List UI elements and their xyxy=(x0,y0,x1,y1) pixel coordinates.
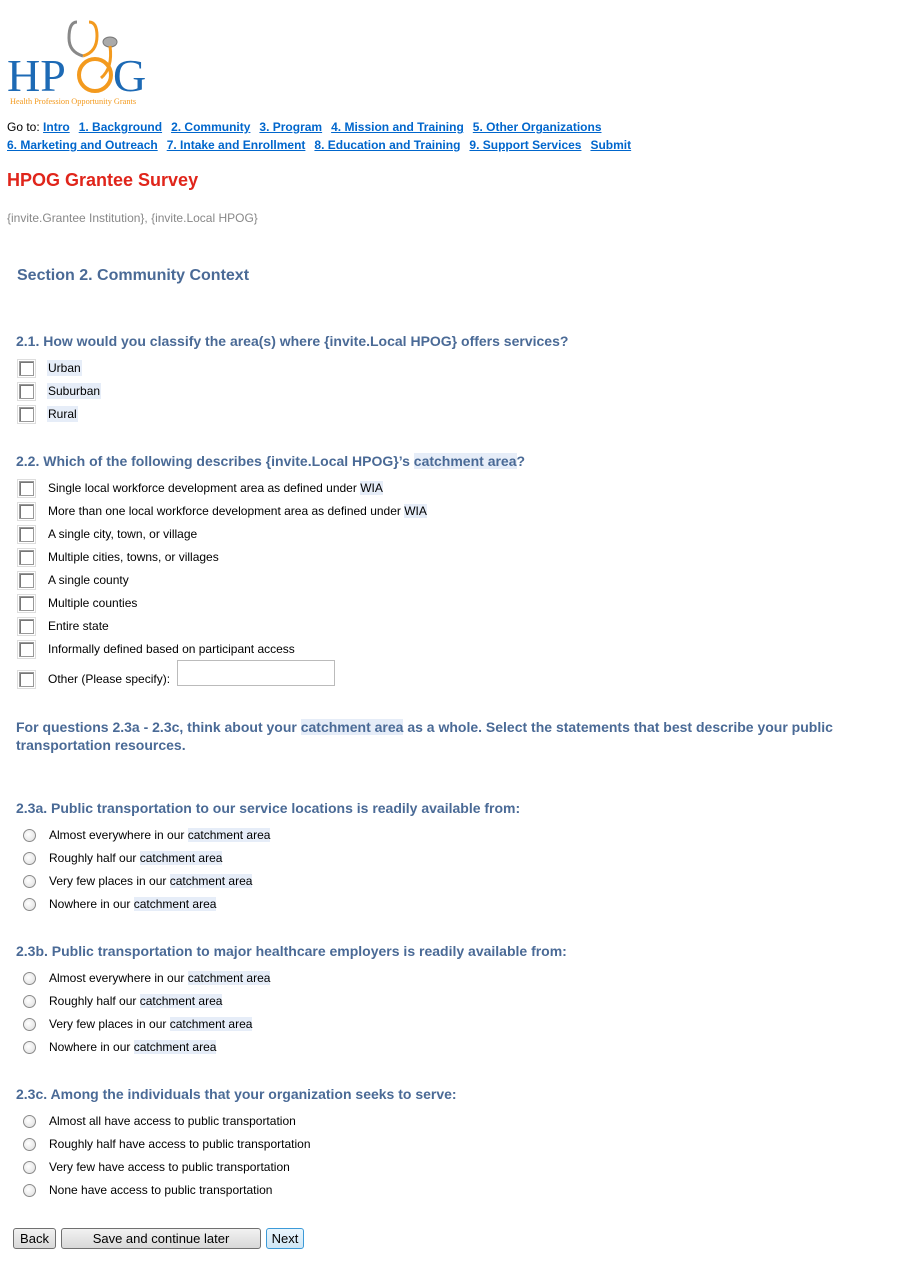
option-q23b[interactable] xyxy=(19,1037,217,1057)
option-q22[interactable] xyxy=(19,570,130,590)
option-label: Informally defined based on participant access xyxy=(48,642,295,656)
option-q22[interactable] xyxy=(19,501,428,521)
option-label: Multiple counties xyxy=(48,596,138,610)
checkbox[interactable] xyxy=(19,642,34,657)
radio-button[interactable] xyxy=(23,995,36,1008)
glossary-term[interactable]: catchment area xyxy=(187,971,271,985)
checkbox[interactable] xyxy=(19,527,34,542)
checkbox[interactable] xyxy=(19,361,34,376)
option-label: Very few places in our catchment area xyxy=(49,1017,253,1031)
nav-link[interactable]: 8. Education and Training xyxy=(314,138,461,152)
option-label: Almost everywhere in our catchment area xyxy=(49,971,271,985)
option-label: Roughly half our catchment area xyxy=(49,994,223,1008)
radio-button[interactable] xyxy=(23,1161,36,1174)
nav-prefix: Go to: xyxy=(7,120,40,134)
option-other[interactable] xyxy=(19,669,171,689)
option-q22[interactable] xyxy=(19,639,296,659)
glossary-term[interactable]: catchment area xyxy=(169,1017,253,1031)
option-label: More than one local workforce development area as defined under WIA xyxy=(48,504,427,518)
glossary-term[interactable]: WIA xyxy=(360,481,383,495)
glossary-term[interactable]: catchment area xyxy=(169,874,253,888)
save-continue-later-button[interactable]: Save and continue later xyxy=(61,1228,261,1249)
option-q23b[interactable] xyxy=(19,991,223,1011)
option-q23a[interactable] xyxy=(19,871,253,891)
nav-link[interactable]: 1. Background xyxy=(78,120,163,134)
hpog-logo xyxy=(7,18,157,108)
checkbox[interactable] xyxy=(19,573,34,588)
glossary-term[interactable]: WIA xyxy=(404,504,427,518)
glossary-term[interactable]: catchment area xyxy=(139,994,223,1008)
nav-link[interactable]: 2. Community xyxy=(171,120,251,134)
radio-button[interactable] xyxy=(23,1018,36,1031)
option-label: Roughly half our catchment area xyxy=(49,851,223,865)
nav-link[interactable]: 5. Other Organizations xyxy=(472,120,602,134)
checkbox[interactable] xyxy=(19,407,34,422)
option-q23a[interactable] xyxy=(19,848,223,868)
radio-button[interactable] xyxy=(23,875,36,888)
instructions: For questions 2.3a - 2.3c, think about your catchment area as a whole. Select the statements that best describe your public transportation resources. xyxy=(16,719,833,753)
nav-link[interactable]: 6. Marketing and Outreach xyxy=(7,138,158,152)
option-q22[interactable] xyxy=(19,478,384,498)
nav-link[interactable]: 9. Support Services xyxy=(469,138,582,152)
option-q21[interactable] xyxy=(19,404,78,424)
option-q23b[interactable] xyxy=(19,1014,253,1034)
next-button[interactable]: Next xyxy=(266,1228,304,1249)
question-2-2: 2.2. Which of the following describes {invite.Local HPOG}’s catchment area? xyxy=(16,453,526,469)
page-title: HPOG Grantee Survey xyxy=(7,170,199,190)
option-q23c[interactable] xyxy=(19,1134,312,1154)
glossary-term[interactable]: catchment area xyxy=(300,719,404,735)
option-q23c[interactable] xyxy=(19,1111,297,1131)
option-label: Suburban xyxy=(48,384,101,398)
option-label: A single county xyxy=(48,573,129,587)
svg-text:HP: HP xyxy=(7,50,66,101)
checkbox[interactable] xyxy=(19,596,34,611)
other-specify-input[interactable] xyxy=(177,660,335,686)
nav-link[interactable]: 3. Program xyxy=(259,120,323,134)
svg-text:G: G xyxy=(113,50,147,101)
checkbox[interactable] xyxy=(19,384,34,399)
question-2-3c: 2.3c. Among the individuals that your organization seeks to serve: xyxy=(16,1086,457,1102)
option-label: Nowhere in our catchment area xyxy=(49,897,217,911)
option-q21[interactable] xyxy=(19,381,101,401)
question-2-1: 2.1. How would you classify the area(s) where {invite.Local HPOG} offers services? xyxy=(16,333,569,349)
option-q23b[interactable] xyxy=(19,968,271,988)
option-label: Roughly half have access to public transportation xyxy=(49,1137,311,1151)
option-q22[interactable] xyxy=(19,616,110,636)
radio-button[interactable] xyxy=(23,972,36,985)
option-label: None have access to public transportation xyxy=(49,1183,273,1197)
radio-button[interactable] xyxy=(23,829,36,842)
option-label: Rural xyxy=(48,407,77,421)
option-q22[interactable] xyxy=(19,593,138,613)
option-q23c[interactable] xyxy=(19,1157,291,1177)
checkbox[interactable] xyxy=(19,504,34,519)
option-q23a[interactable] xyxy=(19,894,217,914)
option-label: Almost all have access to public transportation xyxy=(49,1114,296,1128)
nav-row-1 xyxy=(7,120,611,134)
radio-button[interactable] xyxy=(23,852,36,865)
question-2-3a: 2.3a. Public transportation to our service locations is readily available from: xyxy=(16,800,521,816)
glossary-term[interactable]: catchment area xyxy=(187,828,271,842)
option-label: Entire state xyxy=(48,619,109,633)
option-label: Very few have access to public transportation xyxy=(49,1160,290,1174)
nav-link[interactable]: Submit xyxy=(590,138,632,152)
option-label: A single city, town, or village xyxy=(48,527,198,541)
glossary-term[interactable]: catchment area xyxy=(133,1040,217,1054)
glossary-term[interactable]: catchment area xyxy=(139,851,223,865)
checkbox[interactable] xyxy=(19,619,34,634)
page-subtitle: {invite.Grantee Institution}, {invite.Local HPOG} xyxy=(7,211,258,225)
option-label: Urban xyxy=(48,361,81,375)
back-button[interactable]: Back xyxy=(13,1228,56,1249)
radio-button[interactable] xyxy=(23,1041,36,1054)
nav-link[interactable]: 7. Intake and Enrollment xyxy=(166,138,306,152)
option-q23c[interactable] xyxy=(19,1180,273,1200)
question-2-3b: 2.3b. Public transportation to major healthcare employers is readily available from: xyxy=(16,943,567,959)
svg-text:Health Profession Opportunity: Health Profession Opportunity Grants xyxy=(10,97,137,106)
option-q22[interactable] xyxy=(19,524,198,544)
checkbox[interactable] xyxy=(19,481,34,496)
option-q21[interactable] xyxy=(19,358,82,378)
radio-button[interactable] xyxy=(23,898,36,911)
option-q23a[interactable] xyxy=(19,825,271,845)
option-label: Very few places in our catchment area xyxy=(49,874,253,888)
radio-button[interactable] xyxy=(23,1115,36,1128)
option-label: Nowhere in our catchment area xyxy=(49,1040,217,1054)
option-label: Single local workforce development area as defined under WIA xyxy=(48,481,383,495)
option-label: Other (Please specify): xyxy=(48,672,171,686)
option-q22[interactable] xyxy=(19,547,220,567)
checkbox[interactable] xyxy=(19,550,34,565)
nav-row-2 xyxy=(7,138,640,152)
section-heading: Section 2. Community Context xyxy=(17,267,250,284)
radio-button[interactable] xyxy=(23,1184,36,1197)
option-label: Multiple cities, towns, or villages xyxy=(48,550,219,564)
glossary-term[interactable]: catchment area xyxy=(133,897,217,911)
checkbox[interactable] xyxy=(19,672,34,687)
nav-link[interactable]: 4. Mission and Training xyxy=(331,120,464,134)
option-label: Almost everywhere in our catchment area xyxy=(49,828,271,842)
radio-button[interactable] xyxy=(23,1138,36,1151)
glossary-term[interactable]: catchment area xyxy=(413,453,517,469)
nav-link[interactable]: Intro xyxy=(43,120,70,134)
